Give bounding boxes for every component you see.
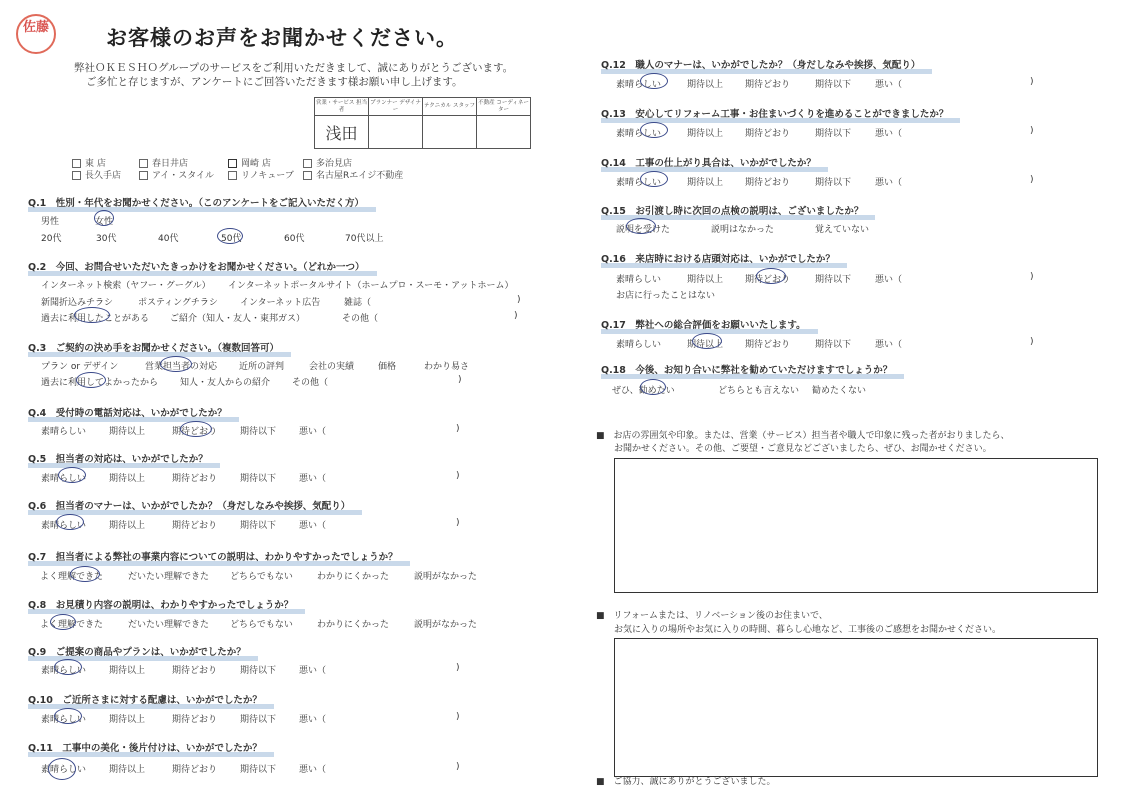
free-comment-1-line-2: お聞かせください。その他、ご要望・ご意見などございましたら、ぜひ、お聞かせください。 [614, 444, 992, 454]
handwritten-answer-circle [70, 566, 100, 582]
question-5-option[interactable]: 期待どおり [172, 474, 218, 484]
page-title: お客様のお声をお聞かせください。 [106, 26, 458, 50]
handwritten-answer-circle [217, 228, 243, 244]
question-18-text: Q.18 今後、お知り合いに弊社を勧めていただけますでしょうか？ [601, 365, 893, 376]
question-12-option[interactable]: 素晴らしい [616, 80, 662, 90]
question-15-option[interactable]: 説明はなかった [711, 225, 775, 235]
question-9-option[interactable]: 悪い（ [299, 666, 327, 676]
handwritten-answer-circle [640, 73, 668, 89]
question-15-option[interactable]: 説明を受けた [616, 225, 671, 235]
question-11-text: Q.11 工事中の美化・後片付けは、いかがでしたか？ [28, 743, 262, 754]
store-checkbox-kasugai[interactable]: 春日井店 [139, 156, 188, 169]
question-10-option[interactable]: 素晴らしい [41, 715, 87, 725]
name-seal-stamp: 佐藤 [16, 14, 56, 54]
question-2-option: ) [514, 311, 518, 321]
question-4-title [28, 405, 227, 419]
question-4-option[interactable]: 期待どおり [172, 427, 218, 437]
question-2-text: Q.2 今回、お問合せいただいたきっかけをお聞かせください。（どれか一つ） [28, 262, 365, 273]
question-8-option[interactable]: 説明がなかった [414, 620, 478, 630]
store-checkbox-tajimi[interactable]: 多治見店 [303, 156, 352, 169]
question-12-option[interactable]: 期待以上 [687, 80, 724, 90]
question-6-option[interactable]: 悪い（ [299, 521, 327, 531]
question-6-option[interactable]: 期待以下 [240, 521, 277, 531]
question-3-title [28, 340, 279, 354]
handwritten-answer-circle [640, 171, 668, 187]
store-checkbox-istyle[interactable]: アイ・スタイル [139, 168, 214, 181]
staff-value-planner[interactable] [369, 116, 423, 149]
question-12-option[interactable]: 悪い（ [875, 80, 903, 90]
question-15-text: Q.15 お引渡し時に次回の点検の説明は、ございましたか？ [601, 206, 864, 217]
question-10-option[interactable]: 期待以下 [240, 715, 277, 725]
staff-header-technical: テクニカル スタッフ [423, 98, 477, 116]
question-8-option[interactable]: だいたい理解できた [128, 620, 210, 630]
question-18-option[interactable]: 勧めたくない [812, 386, 867, 396]
question-10-option[interactable]: 期待どおり [172, 715, 218, 725]
question-17-title [601, 317, 806, 331]
question-16-text: Q.16 来店時における店頭対応は、いかがでしたか？ [601, 254, 835, 265]
question-1-text: Q.1 性別・年代をお聞かせください。（このアンケートをご記入いただく方） [28, 198, 364, 209]
staff-header-realestate: 不動産 コーディネーター [477, 98, 531, 116]
question-18-option[interactable]: どちらとも言えない [718, 386, 800, 396]
question-13-option[interactable]: 悪い（ [875, 129, 903, 139]
staff-value-realestate[interactable] [477, 116, 531, 149]
handwritten-answer-circle [74, 307, 110, 323]
question-16-title [601, 251, 835, 265]
free-comment-2-box[interactable] [614, 638, 1098, 777]
question-16-option[interactable]: お店に行ったことはない [616, 291, 716, 301]
question-5-text: Q.5 担当者の対応は、いかがでしたか？ [28, 454, 208, 465]
question-13-option[interactable]: 期待以上 [687, 129, 724, 139]
handwritten-answer-circle [756, 268, 786, 284]
question-8-option[interactable]: どちらでもない [230, 620, 293, 630]
question-12-option[interactable]: 期待どおり [745, 80, 791, 90]
question-2-option[interactable]: ポスティングチラシ [138, 298, 218, 308]
question-10-option[interactable]: 期待以上 [109, 715, 146, 725]
handwritten-answer-circle [50, 614, 76, 630]
question-8-text: Q.8 お見積り内容の説明は、わかりやすかったでしょうか？ [28, 600, 294, 611]
question-12-option[interactable]: 期待以下 [815, 80, 852, 90]
question-2-option[interactable]: 新聞折込みチラシ [41, 298, 114, 308]
question-14-option[interactable]: 素晴らしい [616, 178, 662, 188]
question-10-title [28, 692, 262, 706]
free-comment-2-line-2: お気に入りの場所やお気に入りの時間、暮らし心地など、工事後のご感想をお聞かせください。 [614, 625, 1002, 635]
question-5-option[interactable]: 悪い（ [299, 474, 327, 484]
question-11-option[interactable]: 期待どおり [172, 765, 218, 775]
question-9-option[interactable]: 素晴らしい [41, 666, 87, 676]
question-1-option[interactable]: 20代 [41, 234, 62, 244]
question-5-option[interactable]: 期待以下 [240, 474, 277, 484]
question-8-option[interactable]: わかりにくかった [317, 620, 390, 630]
question-14-text: Q.14 工事の仕上がり具合は、いかがでしたか？ [601, 158, 816, 169]
intro-line-1: 弊社ＯＫＥＳＨＯグループのサービスをご利用いただきまして、誠にありがとうございます。 [74, 62, 514, 74]
question-9-option[interactable]: 期待以上 [109, 666, 146, 676]
question-16-option[interactable]: 期待どおり [745, 275, 791, 285]
question-11-option[interactable]: 期待以下 [240, 765, 277, 775]
handwritten-answer-circle [58, 467, 86, 483]
staff-value-sales[interactable]: 浅田 [315, 116, 369, 149]
handwritten-answer-circle [180, 421, 212, 437]
question-13-option[interactable]: 期待以下 [815, 129, 852, 139]
handwritten-answer-circle [54, 659, 82, 675]
question-15-option[interactable]: 覚えていない [815, 225, 870, 235]
question-2-option[interactable]: 過去に利用したことがある [41, 314, 150, 324]
question-18-option[interactable]: ぜひ、勧めたい [612, 386, 675, 396]
question-9-option[interactable]: 期待以下 [240, 666, 277, 676]
question-1-title [28, 195, 364, 209]
handwritten-answer-circle [160, 356, 192, 372]
handwritten-answer-circle [640, 122, 668, 138]
question-17-option: ) [1030, 337, 1034, 347]
free-comment-1-line-1: ■ お店の雰囲気や印象。または、営業（サービス）担当者や職人で印象に残った者がおりましたら、 [596, 431, 1010, 441]
store-checkbox-nagoya-r-age[interactable]: 名古屋Rエイジ不動産 [303, 168, 403, 181]
question-5-option: ) [456, 471, 460, 481]
question-9-option[interactable]: 期待どおり [172, 666, 218, 676]
question-3-option[interactable]: その他（ [292, 378, 329, 388]
question-16-option: ) [1030, 272, 1034, 282]
handwritten-answer-circle [692, 333, 722, 349]
question-2-option[interactable]: 雑誌（ [344, 298, 372, 308]
store-checkbox-nagakute[interactable]: 長久手店 [72, 168, 121, 181]
question-17-option[interactable]: 期待以下 [815, 340, 852, 350]
question-3-option[interactable]: 会社の実績 [309, 362, 355, 372]
question-13-option[interactable]: 期待どおり [745, 129, 791, 139]
question-17-option[interactable]: 素晴らしい [616, 340, 662, 350]
question-16-option[interactable]: 期待以下 [815, 275, 852, 285]
store-checkbox-renocube[interactable]: リノキューブ [228, 168, 294, 181]
question-16-option[interactable]: 期待以上 [687, 275, 724, 285]
question-16-option[interactable]: 悪い（ [875, 275, 903, 285]
question-2-option[interactable]: インターネットポータルサイト（ホームプロ・スーモ・アットホーム） [228, 281, 514, 291]
question-12-title [601, 57, 920, 71]
free-comment-1-box[interactable] [614, 458, 1098, 593]
question-5-option[interactable]: 素晴らしい [41, 474, 87, 484]
question-1-option[interactable]: 50代 [221, 234, 242, 244]
question-11-option: ) [456, 762, 460, 772]
question-2-option[interactable]: ご紹介（知人・友人・東邦ガス） [170, 314, 306, 324]
staff-header-sales: 営業・サービス 担当者 [315, 98, 369, 116]
handwritten-answer-circle [56, 514, 84, 530]
thanks-message: ■ ご協力、誠にありがとうございました。 [596, 777, 776, 787]
question-8-option[interactable]: よく理解できた [40, 620, 104, 630]
question-15-title [601, 203, 863, 217]
question-17-text: Q.17 弊社への総合評価をお願いいたします。 [601, 320, 806, 331]
question-1-option[interactable]: 70代以上 [345, 234, 384, 244]
question-7-title [28, 549, 398, 563]
question-11-option[interactable]: 素晴らしい [41, 765, 87, 775]
handwritten-answer-circle [94, 210, 114, 226]
question-14-title [601, 155, 816, 169]
question-14-option[interactable]: 期待どおり [745, 178, 791, 188]
store-checkbox-okazaki[interactable]: 岡崎 店 [228, 156, 271, 169]
handwritten-answer-circle [48, 758, 76, 780]
question-3-option[interactable]: わかり易さ [424, 362, 470, 372]
question-1-option[interactable]: 女性 [95, 217, 114, 227]
question-10-option: ) [456, 712, 460, 722]
question-18-title [601, 362, 892, 376]
question-13-title [601, 106, 948, 120]
question-1-option[interactable]: 30代 [96, 234, 117, 244]
question-6-option[interactable]: 期待以上 [109, 521, 146, 531]
question-3-option: ) [458, 375, 462, 385]
question-7-option[interactable]: よく理解できた [40, 572, 104, 582]
question-3-option[interactable]: 知人・友人からの紹介 [180, 378, 271, 388]
question-6-text: Q.6 担当者のマナーは、いかがでしたか？（身だしなみや挨拶、気配り） [28, 501, 351, 512]
question-14-option[interactable]: 期待以下 [815, 178, 852, 188]
question-2-option[interactable]: インターネット広告 [240, 298, 321, 308]
handwritten-answer-circle [640, 379, 666, 395]
question-2-option: ) [517, 295, 521, 305]
question-13-option[interactable]: 素晴らしい [616, 129, 662, 139]
staff-header-planner: プランナー デザイナー [369, 98, 423, 116]
question-6-option: ) [456, 518, 460, 528]
question-14-option[interactable]: 期待以上 [687, 178, 724, 188]
question-6-option[interactable]: 素晴らしい [41, 521, 87, 531]
question-4-option[interactable]: 期待以上 [109, 427, 146, 437]
question-3-option[interactable]: 過去に利用してよかったから [41, 378, 159, 388]
staff-table [314, 97, 531, 149]
question-2-title [28, 259, 365, 273]
question-6-title [28, 498, 350, 512]
intro-line-2: ご多忙と存じますが、アンケートにご回答いただきます様お願い申し上げます。 [86, 76, 463, 88]
question-4-option[interactable]: 素晴らしい [41, 427, 87, 437]
question-11-title [28, 740, 262, 754]
question-7-option[interactable]: だいたい理解できた [128, 572, 210, 582]
question-2-option[interactable]: その他（ [342, 314, 379, 324]
question-5-option[interactable]: 期待以上 [109, 474, 146, 484]
question-3-option[interactable]: 近所の評判 [239, 362, 285, 372]
question-1-option[interactable]: 60代 [284, 234, 305, 244]
question-12-option: ) [1030, 77, 1034, 87]
question-10-text: Q.10 ご近所さまに対する配慮は、いかがでしたか？ [28, 695, 262, 706]
question-14-option: ) [1030, 175, 1034, 185]
question-3-option[interactable]: 営業担当者の対応 [145, 362, 218, 372]
question-4-option[interactable]: 期待以下 [240, 427, 277, 437]
question-16-option[interactable]: 素晴らしい [616, 275, 662, 285]
handwritten-answer-circle [76, 372, 106, 388]
free-comment-2-line-1: ■ リフォームまたは、リノベーション後のお住まいで、 [596, 611, 828, 621]
question-10-option[interactable]: 悪い（ [299, 715, 327, 725]
question-4-option[interactable]: 悪い（ [299, 427, 327, 437]
question-13-option: ) [1030, 126, 1034, 136]
question-8-title [28, 597, 293, 611]
staff-value-technical[interactable] [423, 116, 477, 149]
question-7-option[interactable]: どちらでもない [230, 572, 293, 582]
handwritten-answer-circle [626, 218, 656, 234]
question-3-option[interactable]: 価格 [378, 362, 397, 372]
question-5-title [28, 451, 208, 465]
question-4-text: Q.4 受付時の電話対応は、いかがでしたか？ [28, 408, 227, 419]
question-17-option[interactable]: 期待どおり [745, 340, 791, 350]
handwritten-answer-circle [54, 708, 82, 724]
question-3-option[interactable]: プラン or デザイン [41, 362, 119, 372]
question-12-text: Q.12 職人のマナーは、いかがでしたか？（身だしなみや挨拶、気配り） [601, 60, 921, 71]
question-11-option[interactable]: 悪い（ [299, 765, 327, 775]
question-7-text: Q.7 担当者による弊社の事業内容についての説明は、わかりやすかったでしょうか？ [28, 552, 398, 563]
question-7-option[interactable]: わかりにくかった [317, 572, 390, 582]
question-9-option: ) [456, 663, 460, 673]
question-6-option[interactable]: 期待どおり [172, 521, 218, 531]
question-2-option[interactable]: インターネット検索（ヤフー・グーグル） [41, 281, 211, 291]
question-11-option[interactable]: 期待以上 [109, 765, 146, 775]
question-17-option[interactable]: 期待以上 [687, 340, 724, 350]
question-1-option[interactable]: 男性 [41, 217, 60, 227]
question-17-option[interactable]: 悪い（ [875, 340, 903, 350]
question-3-text: Q.3 ご契約の決め手をお聞かせください。（複数回答可） [28, 343, 280, 354]
question-13-text: Q.13 安心してリフォーム工事・お住まいづくりを進めることができましたか？ [601, 109, 949, 120]
question-9-title [28, 644, 246, 658]
question-7-option[interactable]: 説明がなかった [414, 572, 478, 582]
question-1-option[interactable]: 40代 [158, 234, 179, 244]
question-9-text: Q.9 ご提案の商品やプランは、いかがでしたか？ [28, 647, 246, 658]
store-checkbox-higashi[interactable]: 東 店 [72, 156, 106, 169]
question-14-option[interactable]: 悪い（ [875, 178, 903, 188]
question-4-option: ) [456, 424, 460, 434]
